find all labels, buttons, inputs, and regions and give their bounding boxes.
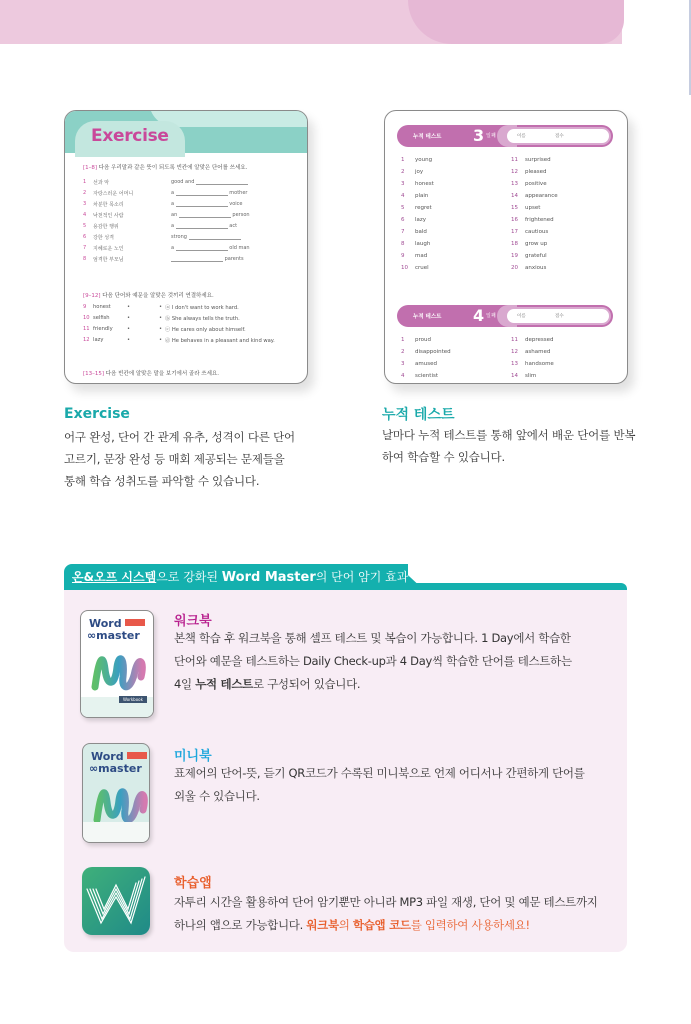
panel-header-bar bbox=[400, 583, 627, 590]
app-title: 학습앱 bbox=[174, 876, 212, 891]
item-number: 4 bbox=[401, 193, 405, 199]
bar-label: 누적 테스트 bbox=[413, 314, 442, 320]
blank-line bbox=[176, 224, 228, 229]
row-korean: 용감한 행위 bbox=[93, 224, 119, 230]
item-word: disappointed bbox=[415, 349, 451, 355]
item-number: 2 bbox=[401, 169, 405, 175]
row-korean: 자랑스러운 어머니 bbox=[93, 191, 134, 197]
item-number: 1 bbox=[401, 337, 405, 343]
word-item bbox=[401, 205, 432, 211]
item-word: scientist bbox=[415, 373, 438, 379]
item-word: pleased bbox=[525, 169, 547, 175]
item-number: 17 bbox=[511, 229, 518, 235]
match-sentence: ⓑ She always tells the truth. bbox=[165, 316, 240, 322]
word-item bbox=[401, 349, 451, 355]
item-number: 11 bbox=[511, 337, 518, 343]
workbook-title: 워크북 bbox=[174, 614, 212, 629]
text-part: 로 구성되어 있습니다. bbox=[252, 677, 361, 691]
cover-master: ∞master bbox=[89, 762, 142, 775]
word-item bbox=[511, 157, 551, 163]
text-line: 외울 수 있습니다. bbox=[174, 789, 260, 803]
word-item bbox=[401, 217, 426, 223]
cover-master: ∞master bbox=[87, 629, 140, 642]
item-number: 1 bbox=[401, 157, 405, 163]
item-number: 13 bbox=[511, 361, 518, 367]
section-instruction bbox=[83, 369, 219, 377]
row-korean: 차분한 목소리 bbox=[93, 202, 124, 208]
cover-ribbon-art bbox=[89, 647, 147, 697]
row-korean: 강한 성격 bbox=[93, 235, 114, 241]
match-dot: • bbox=[159, 315, 163, 321]
section-tag: [9–12] bbox=[83, 293, 101, 299]
exercise-row bbox=[83, 201, 293, 211]
row-korean: 엄격한 부모님 bbox=[93, 257, 124, 263]
item-word: grow up bbox=[525, 241, 548, 247]
row-prefix: an bbox=[171, 212, 178, 218]
row-prefix: good and bbox=[171, 179, 195, 185]
score-label: 점수 bbox=[555, 314, 564, 319]
item-word: young bbox=[415, 157, 433, 163]
item-number: 4 bbox=[401, 373, 405, 379]
row-english bbox=[171, 179, 248, 185]
exercise-row bbox=[83, 256, 293, 266]
item-number: 12 bbox=[511, 349, 518, 355]
word-item bbox=[511, 205, 540, 211]
cover-footer bbox=[83, 822, 149, 842]
item-number: 18 bbox=[511, 241, 518, 247]
item-word: appearance bbox=[525, 193, 558, 199]
item-word: cruel bbox=[415, 265, 429, 271]
word-item bbox=[511, 337, 554, 343]
bar-day-unit: 일째 bbox=[486, 133, 496, 139]
header-part2: 으로 강화된 bbox=[156, 570, 222, 584]
row-suffix: old man bbox=[229, 245, 250, 251]
word-item bbox=[401, 229, 427, 235]
name-label: 이름 bbox=[517, 134, 526, 139]
row-prefix: a bbox=[171, 190, 175, 196]
row-suffix: act bbox=[229, 223, 238, 229]
blank-line bbox=[176, 246, 228, 251]
item-word: lazy bbox=[415, 217, 427, 223]
word-item bbox=[511, 181, 547, 187]
item-word: honest bbox=[415, 181, 434, 187]
item-number: 13 bbox=[511, 181, 518, 187]
row-number: 4 bbox=[83, 212, 87, 218]
item-number: 7 bbox=[401, 229, 405, 235]
word-item bbox=[401, 181, 434, 187]
item-word: upset bbox=[525, 205, 541, 211]
item-number: 3 bbox=[401, 361, 405, 367]
app-text bbox=[174, 891, 598, 937]
item-number: 9 bbox=[401, 253, 405, 259]
match-dot: • bbox=[127, 304, 131, 310]
item-number: 8 bbox=[401, 241, 405, 247]
desc-line: 하여 학습할 수 있습니다. bbox=[382, 450, 505, 464]
row-suffix: person bbox=[232, 212, 250, 218]
word-item bbox=[401, 265, 429, 271]
row-number: 12 bbox=[83, 337, 90, 343]
exercise-row bbox=[83, 179, 293, 189]
match-word: honest bbox=[93, 304, 111, 310]
exercise-row bbox=[83, 234, 293, 244]
workbook-text bbox=[174, 627, 572, 696]
row-english bbox=[171, 223, 237, 229]
blank-line bbox=[176, 202, 228, 207]
text-part: 4일 bbox=[174, 677, 196, 691]
word-item bbox=[401, 241, 430, 247]
word-item bbox=[511, 217, 554, 223]
row-number: 6 bbox=[83, 234, 87, 240]
word-item bbox=[511, 193, 558, 199]
row-korean: 선과 악 bbox=[93, 180, 110, 186]
row-korean: 지혜로운 노인 bbox=[93, 246, 124, 252]
item-word: laugh bbox=[415, 241, 431, 247]
row-english bbox=[171, 234, 241, 240]
bar-label: 누적 테스트 bbox=[413, 134, 442, 140]
row-english bbox=[171, 256, 244, 262]
row-number: 1 bbox=[83, 179, 87, 185]
word-item bbox=[511, 373, 536, 379]
item-number: 5 bbox=[401, 205, 405, 211]
accum-test-bar bbox=[397, 305, 613, 327]
minibook-cover bbox=[82, 743, 150, 843]
word-item bbox=[511, 241, 547, 247]
item-number: 11 bbox=[511, 157, 518, 163]
row-number: 7 bbox=[83, 245, 87, 251]
row-suffix: mother bbox=[229, 190, 248, 196]
word-item bbox=[401, 157, 432, 163]
exercise-desc-title: Exercise bbox=[64, 406, 130, 422]
item-number: 19 bbox=[511, 253, 518, 259]
header-brand: Word Master bbox=[221, 570, 316, 585]
name-score-field bbox=[505, 127, 611, 145]
exercise-desc-text bbox=[64, 426, 295, 492]
row-number: 8 bbox=[83, 256, 87, 262]
bar-day-number: 4 bbox=[473, 306, 485, 325]
item-word: mad bbox=[415, 253, 428, 259]
text-highlight: 워크북 bbox=[306, 918, 339, 932]
exercise-preview-card bbox=[64, 110, 308, 384]
item-number: 15 bbox=[511, 205, 518, 211]
blank-line bbox=[171, 257, 223, 262]
text-part: 하나의 앱으로 가능합니다. bbox=[174, 918, 307, 932]
row-english bbox=[171, 245, 250, 251]
word-item bbox=[511, 253, 547, 259]
desc-line: 날마다 누적 테스트를 통해 앞에서 배운 단어를 반복 bbox=[382, 428, 636, 442]
w-logo-icon bbox=[82, 867, 150, 935]
word-item bbox=[511, 229, 548, 235]
text-line: 자투리 시간을 활용하여 단어 암기뿐만 아니라 MP3 파일 재생, 단어 및 예문 테스트까지 bbox=[174, 895, 598, 909]
item-word: joy bbox=[415, 169, 424, 175]
word-item bbox=[401, 337, 431, 343]
bar-day-number: 3 bbox=[473, 126, 485, 145]
match-dot: • bbox=[127, 326, 131, 332]
item-word: anxious bbox=[525, 265, 547, 271]
row-number: 10 bbox=[83, 315, 90, 321]
workbook-cover bbox=[80, 610, 154, 718]
minibook-text bbox=[174, 762, 585, 808]
match-row bbox=[83, 337, 293, 347]
item-number: 10 bbox=[401, 265, 408, 271]
row-english bbox=[171, 190, 247, 196]
exercise-row bbox=[83, 212, 293, 222]
word-item bbox=[401, 169, 423, 175]
word-item bbox=[511, 349, 550, 355]
match-row bbox=[83, 304, 293, 314]
text-line bbox=[174, 914, 598, 937]
text-highlight: 의 bbox=[338, 918, 353, 932]
row-number: 2 bbox=[83, 190, 87, 196]
item-word: slim bbox=[525, 373, 537, 379]
text-line: 표제어의 단어-뜻, 듣기 QR코드가 수록된 미니북으로 언제 어디서나 간편하게 단어를 bbox=[174, 766, 585, 780]
item-word: positive bbox=[525, 181, 547, 187]
item-word: regret bbox=[415, 205, 432, 211]
item-word: cautious bbox=[525, 229, 549, 235]
text-line: 본책 학습 후 워크북을 통해 셀프 테스트 및 복습이 가능합니다. 1 Day에서 학습한 bbox=[174, 631, 571, 645]
exercise-row bbox=[83, 245, 293, 255]
item-number: 20 bbox=[511, 265, 518, 271]
row-suffix: voice bbox=[229, 201, 243, 207]
item-number: 12 bbox=[511, 169, 518, 175]
item-word: plain bbox=[415, 193, 429, 199]
accum-desc-title: 누적 테스트 bbox=[382, 407, 455, 423]
item-word: proud bbox=[415, 337, 431, 343]
item-number: 14 bbox=[511, 373, 518, 379]
item-word: frightened bbox=[525, 217, 554, 223]
text-highlight: 를 입력하여 사용하세요! bbox=[410, 918, 530, 932]
exercise-row bbox=[83, 190, 293, 200]
row-english bbox=[171, 212, 250, 218]
cover-label: Workbook bbox=[119, 696, 147, 703]
cover-word: Word bbox=[91, 750, 124, 763]
desc-line: 고르기, 문장 완성 등 매회 제공되는 문제들을 bbox=[64, 452, 285, 466]
item-number: 14 bbox=[511, 193, 518, 199]
row-prefix: a bbox=[171, 223, 175, 229]
row-number: 5 bbox=[83, 223, 87, 229]
text-highlight: 학습앱 코드 bbox=[352, 918, 411, 932]
instruction-text: 다음 우리말과 같은 뜻이 되도록 빈칸에 알맞은 단어를 쓰세요. bbox=[98, 165, 248, 171]
top-banner-tab bbox=[408, 0, 624, 44]
item-word: surprised bbox=[525, 157, 551, 163]
item-number: 2 bbox=[401, 349, 405, 355]
panel-header-title bbox=[72, 568, 408, 585]
word-item bbox=[401, 361, 437, 367]
cover-badge bbox=[125, 619, 145, 626]
instruction-text: 다음 빈칸에 알맞은 말을 보기에서 골라 쓰세요. bbox=[105, 371, 219, 377]
item-word: grateful bbox=[525, 253, 547, 259]
word-item bbox=[511, 265, 546, 271]
score-label: 점수 bbox=[555, 134, 564, 139]
blank-line bbox=[176, 191, 228, 196]
text-emphasis: 누적 테스트 bbox=[195, 677, 253, 691]
name-score-field bbox=[505, 307, 611, 325]
item-word: depressed bbox=[525, 337, 554, 343]
desc-line: 통해 학습 성취도를 파악할 수 있습니다. bbox=[64, 474, 260, 488]
word-item bbox=[511, 361, 554, 367]
instruction-text: 다음 단어와 예문을 알맞은 것끼리 연결하세요. bbox=[102, 293, 214, 299]
desc-line: 어구 완성, 단어 간 관계 유추, 성격이 다른 단어 bbox=[64, 430, 295, 444]
row-prefix: strong bbox=[171, 234, 187, 240]
match-word: selfish bbox=[93, 315, 110, 321]
text-line: 단어와 예문을 테스트하는 Daily Check-up과 4 Day씩 학습한 단어를 테스트하는 bbox=[174, 654, 572, 668]
text-line bbox=[174, 673, 572, 696]
row-prefix: a bbox=[171, 201, 175, 207]
exercise-row bbox=[83, 223, 293, 233]
item-word: handsome bbox=[525, 361, 554, 367]
item-number: 6 bbox=[401, 217, 405, 223]
blank-line bbox=[189, 235, 241, 240]
accum-desc-text bbox=[382, 424, 635, 468]
section-instruction bbox=[83, 291, 214, 299]
row-suffix: parents bbox=[224, 256, 244, 262]
row-english bbox=[171, 201, 243, 207]
section-instruction bbox=[83, 163, 247, 171]
row-number: 9 bbox=[83, 304, 87, 310]
match-row bbox=[83, 315, 293, 325]
header-part4: 의 단어 암기 효과 bbox=[315, 570, 409, 584]
match-sentence: ⓐ I don't want to work hard. bbox=[165, 305, 239, 311]
item-word: bald bbox=[415, 229, 427, 235]
match-sentence: ⓒ He cares only about himself. bbox=[165, 327, 246, 333]
header-part1: 온&오프 시스템 bbox=[72, 570, 157, 584]
row-number: 11 bbox=[83, 326, 90, 332]
section-tag: [1–8] bbox=[83, 165, 98, 171]
exercise-preview-title: Exercise bbox=[91, 126, 169, 146]
word-item bbox=[401, 253, 427, 259]
match-sentence: ⓓ He behaves in a pleasant and kind way. bbox=[165, 338, 275, 344]
match-word: friendly bbox=[93, 326, 113, 332]
match-word: lazy bbox=[93, 337, 104, 343]
match-dot: • bbox=[159, 337, 163, 343]
name-label: 이름 bbox=[517, 314, 526, 319]
accum-test-preview-card bbox=[384, 110, 628, 384]
item-word: ashamed bbox=[525, 349, 551, 355]
cover-badge bbox=[127, 752, 147, 759]
word-item bbox=[511, 169, 547, 175]
section-tag: [13–15] bbox=[83, 371, 105, 377]
row-korean: 낙천적인 사람 bbox=[93, 213, 124, 219]
item-number: 3 bbox=[401, 181, 405, 187]
minibook-title: 미니북 bbox=[174, 749, 212, 764]
word-item bbox=[401, 373, 438, 379]
accum-test-bar bbox=[397, 125, 613, 147]
match-dot: • bbox=[159, 326, 163, 332]
blank-line bbox=[196, 180, 248, 185]
item-number: 16 bbox=[511, 217, 518, 223]
learning-app-icon bbox=[82, 867, 150, 935]
match-dot: • bbox=[127, 315, 131, 321]
bar-day-unit: 일째 bbox=[486, 313, 496, 319]
cover-word: Word bbox=[89, 617, 122, 630]
row-number: 3 bbox=[83, 201, 87, 207]
match-row bbox=[83, 326, 293, 336]
row-prefix: a bbox=[171, 245, 175, 251]
match-dot: • bbox=[159, 304, 163, 310]
item-word: amused bbox=[415, 361, 437, 367]
word-item bbox=[401, 193, 428, 199]
match-dot: • bbox=[127, 337, 131, 343]
blank-line bbox=[179, 213, 231, 218]
